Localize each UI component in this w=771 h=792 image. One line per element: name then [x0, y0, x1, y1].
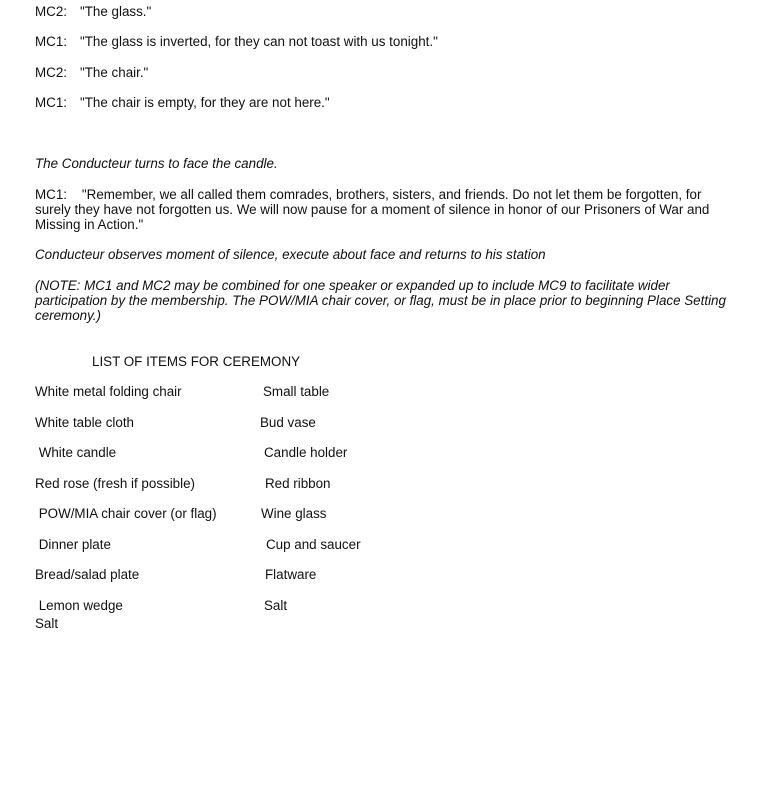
list-item: Bread/salad plate: [35, 567, 140, 582]
remember-paragraph: [35, 187, 735, 232]
list-item: Salt: [35, 616, 59, 631]
speaker-label: MC2:: [35, 65, 67, 80]
list-item: Small table: [263, 384, 330, 399]
note-paragraph: (NOTE: MC1 and MC2 may be combined for one speaker or expanded up to include MC9 to facilitate wider participation by the membership. The POW/MIA chair cover, or flag, must be in place prior to beginning Place Setting ceremony.): [35, 278, 726, 323]
list-item: Bud vase: [260, 415, 316, 430]
remember-text: "Remember, we all called them comrades, brothers, sisters, and friends. Do not let them be forgotten, for surely they have not forgotten us. We will now pause for a moment of silence in honor of our Prisoners of War and Missing in Action.": [35, 187, 710, 232]
list-item: Candle holder: [264, 445, 348, 460]
list-item: Red rose (fresh if possible): [35, 476, 196, 491]
list-item: Cup and saucer: [266, 537, 361, 552]
dialogue-text: "The chair.": [80, 65, 149, 80]
list-item: Dinner plate: [35, 537, 111, 552]
list-item: Flatware: [265, 567, 317, 582]
dialogue-text: "The glass is inverted, for they can not toast with us tonight.": [80, 34, 438, 49]
speaker-label: MC2:: [35, 4, 67, 19]
list-item: White candle: [35, 445, 117, 460]
list-item: Wine glass: [261, 506, 327, 521]
speaker-label: MC1:: [35, 95, 67, 110]
list-title: LIST OF ITEMS FOR CEREMONY: [92, 354, 301, 369]
speaker-label: MC1:: [35, 34, 67, 49]
speaker-label: MC1:: [35, 187, 67, 202]
list-item: Lemon wedge: [35, 598, 123, 613]
list-item: Salt: [264, 598, 288, 613]
dialogue-text: "The chair is empty, for they are not here.": [80, 95, 330, 110]
list-item: POW/MIA chair cover (or flag): [35, 506, 217, 521]
list-item: White metal folding chair: [35, 384, 182, 399]
stage-direction: The Conducteur turns to face the candle.: [35, 156, 278, 171]
stage-direction: Conducteur observes moment of silence, execute about face and returns to his station: [35, 247, 546, 262]
list-item: Red ribbon: [265, 476, 331, 491]
dialogue-text: "The glass.": [80, 4, 152, 19]
list-item: White table cloth: [35, 415, 134, 430]
